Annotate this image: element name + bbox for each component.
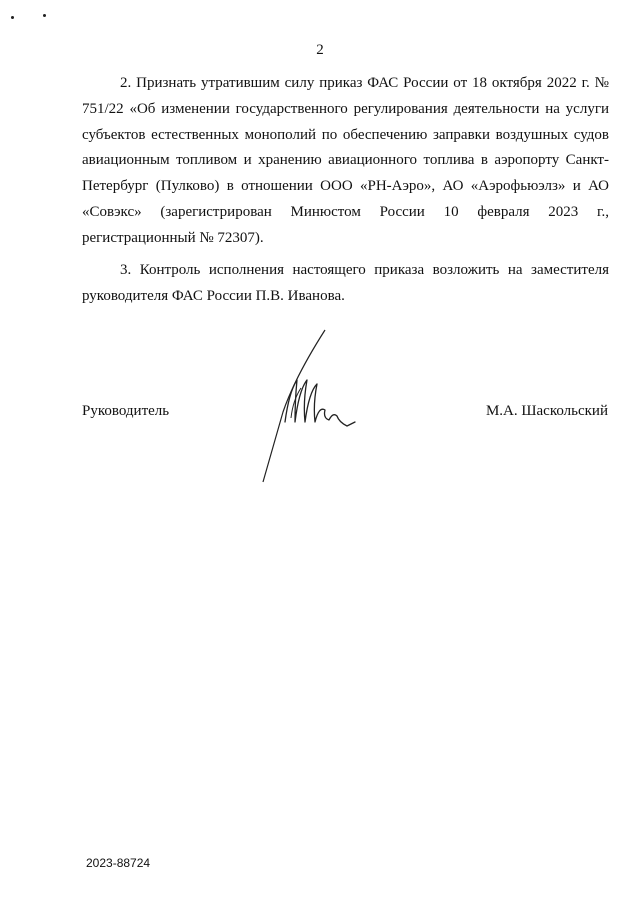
scan-speck xyxy=(11,16,14,19)
signatory-title: Руководитель xyxy=(82,403,170,419)
page-number: 2 xyxy=(316,42,324,58)
handwritten-signature xyxy=(255,322,365,487)
signatory-name: М.А. Шаскольский xyxy=(485,403,608,419)
paragraph-2: 2. Признать утратившим силу приказ ФАС России от 18 октября 2022 г. № 751/22 «Об изменении государственного регулирования деятельности на услуги субъектов естественных монополий по обеспечению заправки воздушных судов авиационным топливом и хранению авиационного топлива в аэропорту Санкт-Петербург (Пулково) в отношении ООО «РН-Аэро», АО «Аэрофьюэлз» и АО «Совэкс» (зарегистрирован Минюстом России 10 февраля 2023 г., регистрационный № 72307). xyxy=(82,75,609,246)
paragraph-3: 3. Контроль исполнения настоящего приказа возложить на заместителя руководителя ФАС России П.В. Иванова. xyxy=(82,262,609,304)
document-registration-number: 2023-88724 xyxy=(86,856,151,870)
scan-speck xyxy=(43,14,46,17)
